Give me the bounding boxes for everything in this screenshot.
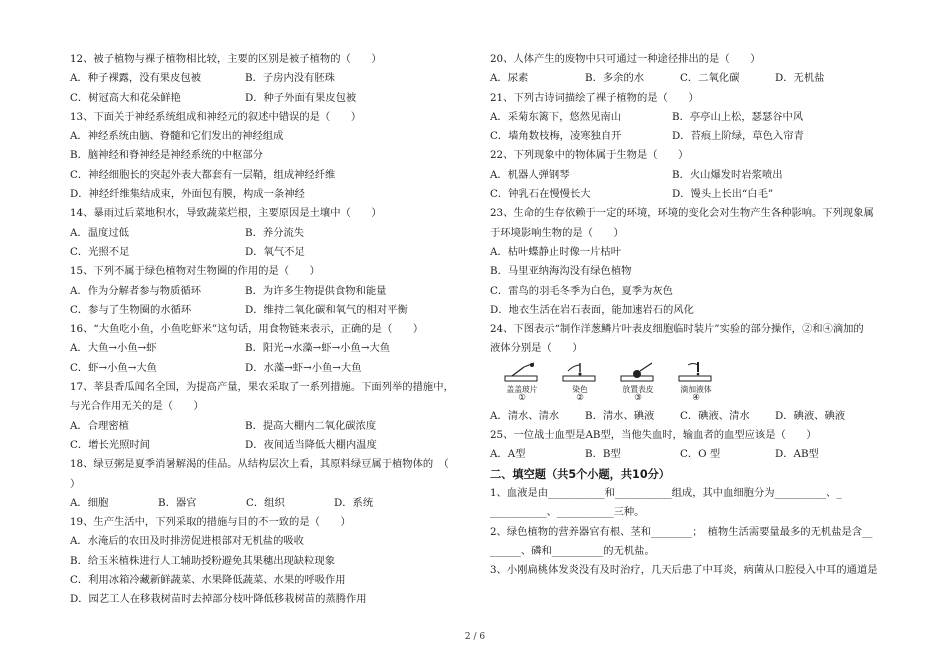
option-b: B．养分流失	[245, 226, 305, 239]
step-number: ③	[634, 392, 642, 403]
option-a: C．钟乳石在慢慢长大	[490, 188, 591, 201]
question-line: 于环境影响生物的是（ ）	[490, 226, 624, 239]
question-line: 13、下面关于神经系统组成和神经元的叙述中错误的是（ ）	[70, 110, 362, 123]
question-line: A．枯叶蝶静止时像一片枯叶	[490, 245, 621, 258]
options-row	[490, 108, 880, 127]
options-row	[70, 89, 465, 108]
option-c: C．二氧化碳	[680, 72, 740, 85]
options-row	[490, 69, 880, 88]
option-a: C．增长光照时间	[70, 438, 150, 451]
question-line: 24、下图表示“制作洋葱鳞片叶表皮细胞临时装片”实验的部分操作，②和④滴加的	[490, 323, 864, 336]
question-line: B．脑神经和脊神经是神经系统的中枢部分	[70, 149, 263, 162]
option-b: D．氧气不足	[245, 245, 305, 258]
option-b: B．多余的水	[585, 72, 645, 85]
option-a: C．树冠高大和花朵鲜艳	[70, 91, 181, 104]
step-number: ②	[576, 392, 584, 403]
options-row	[490, 407, 880, 426]
question-line: 23、生命的生存依赖于一定的环境，环境的变化会对生物产生各种影响。下列现象属	[490, 207, 874, 220]
question-line: 3、小刚扁桃体发炎没有及时治疗，几天后患了中耳炎，病菌从口腔侵入中耳的通道是	[490, 564, 878, 577]
step-caption: 盖盖玻片	[506, 384, 538, 394]
options-row	[70, 301, 465, 320]
option-d: D．碘液、碘液	[775, 409, 846, 422]
option-c: C．组织	[246, 496, 285, 509]
option-d: D．无机盐	[775, 72, 825, 85]
option-d: D．系统	[334, 496, 374, 509]
question-line: 15、下列不属于绿色植物对生物圈的作用的是（ ）	[70, 265, 320, 278]
options-row	[70, 359, 465, 378]
step-number: ④	[692, 392, 700, 403]
option-d: D．AB型	[775, 448, 819, 461]
figure-step	[664, 361, 728, 407]
question-line: 22、下列现象中的物体属于生物是（ ）	[490, 149, 689, 162]
question-line: B．马里亚纳海沟没有绿色植物	[490, 265, 632, 278]
option-b: D．水藻→虾→小鱼→大鱼	[245, 361, 362, 374]
option-b: D．苔痕上阶绿，草色入帘青	[672, 130, 804, 143]
option-b: B．器官	[158, 496, 197, 509]
option-a: C．虾→小鱼→大鱼	[70, 361, 157, 374]
figure-step	[606, 361, 670, 407]
option-a: A．A型	[490, 448, 526, 461]
question-line: C．雷鸟的羽毛冬季为白色，夏季为灰色	[490, 284, 673, 297]
option-b: B．亭亭山上松，瑟瑟谷中风	[672, 110, 804, 123]
options-row	[70, 224, 465, 243]
question-line: D．地衣生活在岩石表面，能加速岩石的风化	[490, 303, 694, 316]
options-row	[70, 436, 465, 455]
question-line: ______、磷和__________的无机盐。	[490, 544, 655, 557]
right-column-bottom	[490, 407, 880, 581]
option-a: A．大鱼→小鱼→虾	[70, 342, 157, 355]
staining-icon	[548, 361, 612, 385]
step-number: ①	[518, 392, 526, 403]
question-line: D．园艺工人在移栽树苗时去掉部分枝叶降低移栽树苗的蒸腾作用	[70, 593, 367, 606]
question-line: 17、莘县香瓜闻名全国，为提高产量，果农采取了一系列措施。下面列举的措施中，	[70, 381, 454, 394]
option-b: D．种子外面有果皮包被	[245, 91, 357, 104]
options-row	[70, 243, 465, 262]
question-line: C．利用冰箱冷藏新鲜蔬菜、水果降低蔬菜、水果的呼吸作用	[70, 574, 346, 587]
options-row	[70, 417, 465, 436]
option-a: C．墙角数枝梅，凌寒独自开	[490, 130, 622, 143]
experiment-figure	[490, 361, 880, 407]
drop-liquid-icon	[664, 361, 728, 385]
question-line: B．给玉米植株进行人工辅助授粉避免其果穗出现缺粒现象	[70, 554, 335, 567]
options-row	[70, 339, 465, 358]
question-line: 18、绿豆粥是夏季消暑解渴的佳品。从结构层次上看，其原料绿豆属于植物体的 （	[70, 458, 449, 471]
question-line: 12、被子植物与裸子植物相比较，主要的区别是被子植物的（ ）	[70, 53, 382, 65]
question-line: A．神经系统由脑、脊髓和它们发出的神经组成	[70, 130, 284, 143]
question-line: ___________、___________三种。	[490, 506, 645, 519]
figure-step	[548, 361, 612, 407]
option-a: A．尿素	[490, 72, 529, 85]
option-c: C．碘液、清水	[680, 409, 750, 422]
option-b: B．清水、碘液	[585, 409, 655, 422]
option-b: B．B型	[585, 448, 621, 461]
question-line: C．神经细胞长的突起外表大都套有一层鞘，组成神经纤维	[70, 168, 336, 181]
options-row	[490, 127, 880, 146]
option-a: A．作为分解者参与物质循环	[70, 284, 201, 297]
question-line: ）	[70, 477, 81, 490]
section-heading: 二、填空题（共5个小题，共10分）	[490, 467, 670, 481]
step-caption: 滴加液体	[680, 384, 712, 394]
question-line: A．水淹后的农田及时排涝促进根部对无机盐的吸收	[70, 535, 304, 548]
options-row	[70, 494, 465, 513]
option-b: B．提高大棚内二氧化碳浓度	[245, 419, 377, 432]
option-a: A．清水、清水	[490, 409, 560, 422]
options-row	[70, 69, 465, 88]
option-b: D．馒头上长出“白毛”	[672, 188, 774, 201]
option-a: A．合理密植	[70, 419, 129, 432]
question-line: 液体分别是（ ）	[490, 342, 583, 355]
question-line: D．神经纤维集结成束，外面包有膜，构成一条神经	[70, 188, 305, 201]
option-b: B．火山爆发时岩浆喷出	[672, 168, 783, 181]
question-line: 与光合作用无关的是（ ）	[70, 400, 204, 413]
option-a: A．采菊东篱下，悠然见南山	[490, 110, 621, 123]
question-line: 21、下列古诗词描绘了裸子植物的是（ ）	[490, 91, 699, 104]
option-a: C．参与了生物圈的水循环	[70, 303, 192, 316]
question-line: 25、一位战士血型是AB型，当他失血时，输血者的血型应该是（ ）	[490, 429, 817, 442]
page-number: 2 / 6	[464, 632, 486, 642]
option-b: B．阳光→水藻→虾→小鱼→大鱼	[245, 342, 391, 355]
option-b: B．子房内没有胚珠	[245, 72, 335, 85]
question-line: 20、人体产生的废物中只可通过一种途径排出的是（ ）	[490, 53, 761, 65]
option-a: A．温度过低	[70, 226, 129, 239]
options-row	[490, 445, 880, 464]
option-b: D．维持二氧化碳和氧气的相对平衡	[245, 303, 408, 316]
question-line: 19、生产生活中，下列采取的措施与目的不一致的是（ ）	[70, 516, 351, 529]
step-caption: 染色	[572, 384, 588, 394]
option-a: A．细胞	[70, 496, 109, 509]
step-caption: 放置表皮	[622, 384, 654, 394]
option-a: A．种子裸露，没有果皮包被	[70, 72, 201, 85]
question-line: 16、“大鱼吃小鱼，小鱼吃虾米”这句话，用食物链来表示，正确的是（ ）	[70, 323, 424, 336]
question-line: 2、绿色植物的营养器官有根、茎和________； 植物生活需要量最多的无机盐是含__	[490, 525, 873, 538]
options-row	[490, 185, 880, 204]
option-b: B．为许多生物提供食物和能量	[245, 284, 387, 297]
option-b: D．夜间适当降低大棚内温度	[245, 438, 377, 451]
figure-step	[490, 361, 554, 407]
place-epidermis-icon	[606, 361, 670, 385]
left-column	[70, 50, 465, 610]
cover-slip-icon	[490, 361, 554, 385]
right-column-top	[490, 50, 880, 359]
question-line: 14、暴雨过后菜地积水，导致蔬菜烂根，主要原因是土壤中（ ）	[70, 207, 382, 220]
option-a: C．光照不足	[70, 245, 130, 258]
question-line: 1、血液是由___________和___________组成，其中血细胞分为__________、_	[490, 486, 842, 499]
option-c: C．O 型	[680, 448, 721, 461]
option-a: A．机器人弹钢琴	[490, 168, 570, 181]
options-row	[490, 166, 880, 185]
right-column	[490, 50, 880, 580]
options-row	[70, 282, 465, 301]
